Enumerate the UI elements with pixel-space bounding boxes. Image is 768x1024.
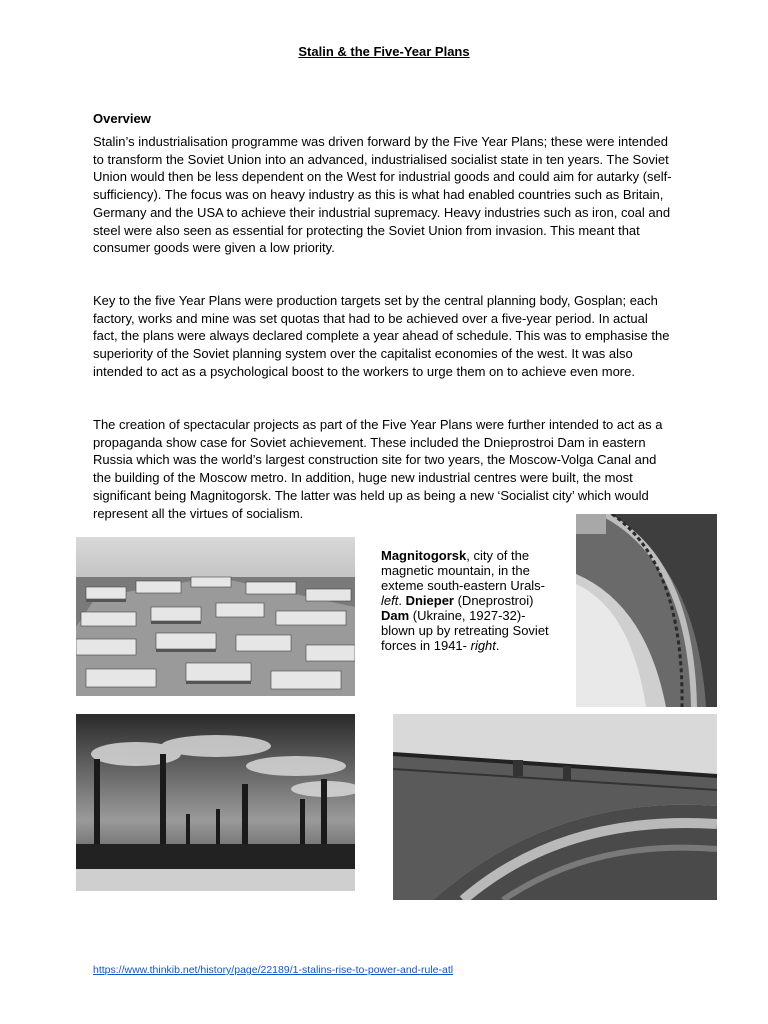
caption-end: .: [495, 638, 500, 653]
photo-caption: [381, 548, 551, 653]
caption-dnieprostroi: (Dneprostroi): [453, 593, 534, 608]
caption-dam: Dam: [381, 608, 410, 623]
caption-left: left: [381, 593, 399, 608]
caption-magnitogorsk: Magnitogorsk: [381, 548, 467, 563]
caption-sep: .: [398, 593, 406, 608]
caption-right: right: [470, 638, 496, 653]
caption-dam-text: (Ukraine, 1927-32)- blown up by retreating Soviet forces in 1941-: [381, 608, 549, 653]
dnieper-dam-spillway-photo: [393, 714, 717, 900]
overview-paragraph-2: Key to the five Year Plans were production targets set by the central planning body, Gosplan; each factory, works and mine was set quotas that had to be achieved over a five-year period. In actual fact, the plans were always declared complete a year ahead of schedule. This was to emphasise the superiority of the Soviet planning system over the capitalist economies of the west. It was also intended to act as a psychological boost to the workers to urge them on to achieve even more.: [93, 293, 670, 379]
magnitogorsk-factory-chimneys-photo: [76, 714, 355, 891]
dnieper-dam-aerial-photo: [576, 514, 717, 707]
magnitogorsk-aerial-photo: [76, 537, 355, 696]
overview-paragraph-3: The creation of spectacular projects as part of the Five Year Plans were further intended to act as a propaganda show case for Soviet achievement. These included the Dnieprostroi Dam in eastern Russia which was the world’s largest construction site for two years, the Moscow-Volga Canal and the building of the Moscow metro. In addition, huge new industrial centres were built, the most significant being Magnitogorsk. The latter was held up as being a new ‘Socialist city’ which would represent all the virtues of socialism.: [93, 417, 663, 521]
overview-heading: Overview: [93, 111, 151, 126]
overview-paragraph-1: Stalin’s industrialisation programme was driven forward by the Five Year Plans; these were intended to transform the Soviet Union into an advanced, industrialised socialist state in ten years. The Soviet Union would then be less dependent on the West for industrial goods and could aim for autarky (self-sufficiency). The focus was on heavy industry as this is what had enabled countries such as Britain, Germany and the USA to achieve their industrial supremacy. Heavy industries such as iron, coal and steel were also seen as essential for protecting the Soviet Union from invasion. This meant that consumer goods were given a low priority.: [93, 134, 672, 256]
document-title: Stalin & the Five-Year Plans: [298, 44, 470, 59]
caption-dnieper: Dnieper: [405, 593, 454, 608]
caption-magnitogorsk-text: , city of the magnetic mountain, in the exteme south-eastern Urals-: [381, 548, 546, 593]
source-link[interactable]: https://www.thinkib.net/history/page/22189/1-stalins-rise-to-power-and-rule-atl: [93, 964, 454, 976]
